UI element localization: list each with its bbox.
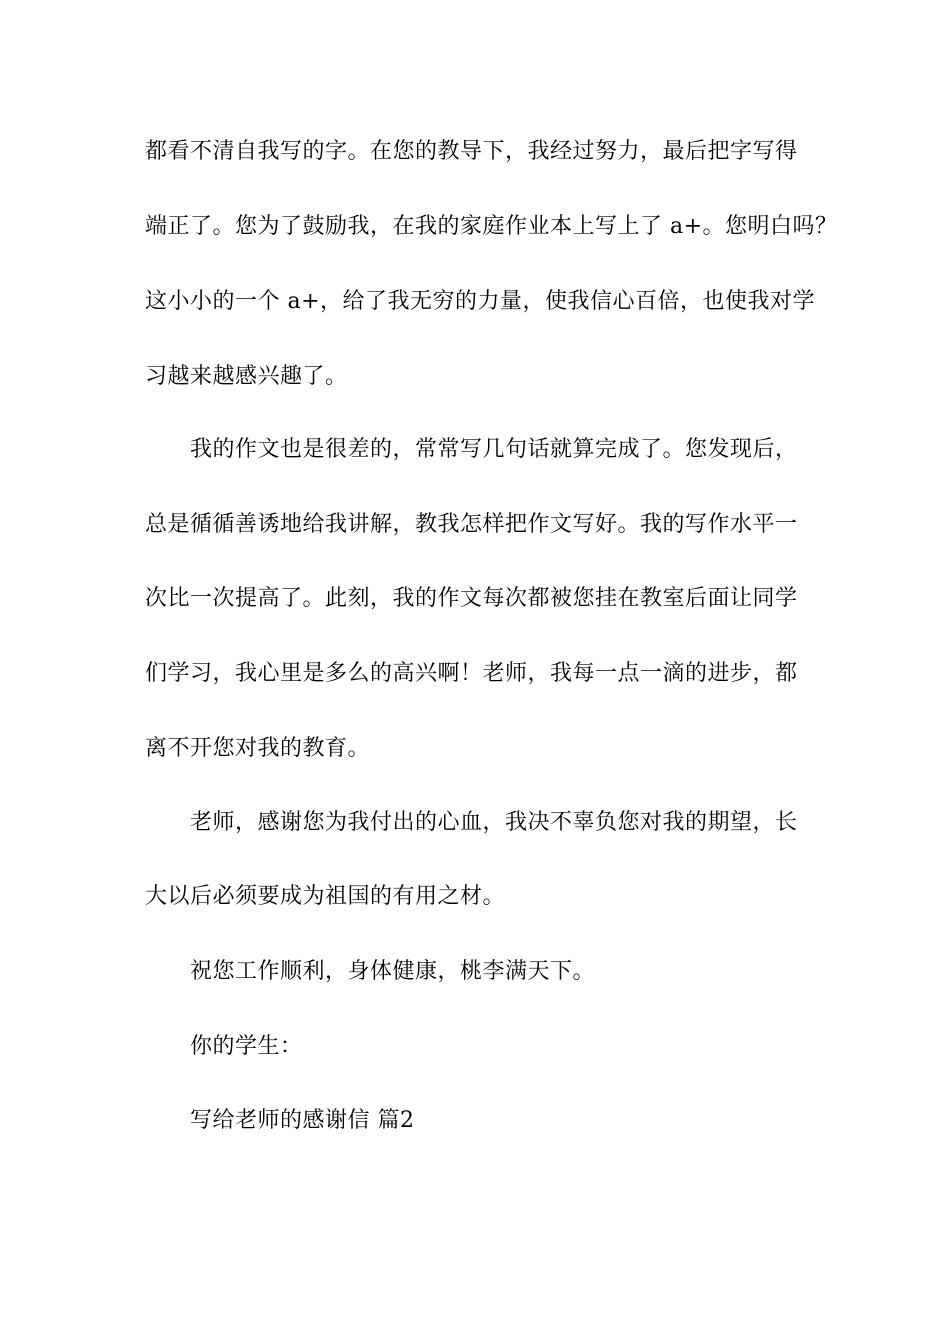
paragraph-line: 这小小的一个 a+，给了我无穷的力量，使我信心百倍，也使我对学 xyxy=(145,289,816,314)
paragraph-line: 次比一次提高了。此刻，我的作文每次都被您挂在教室后面让同学 xyxy=(145,586,798,611)
paragraph-line: 大以后必须要成为祖国的有用之材。 xyxy=(145,884,506,909)
paragraph-line: 离不开您对我的教育。 xyxy=(145,736,371,761)
paragraph-line: 都看不清自我写的字。在您的教导下，我经过努力，最后把字写得 xyxy=(145,139,798,164)
paragraph-line: 我的作文也是很差的，常常写几句话就算完成了。您发现后， xyxy=(190,437,798,462)
paragraph-line: 端正了。您为了鼓励我，在我的家庭作业本上写上了 a+。您明白吗？ xyxy=(145,214,838,239)
signature: 你的学生： xyxy=(190,1034,303,1059)
section-title: 写给老师的感谢信 篇2 xyxy=(190,1108,415,1133)
closing-wish: 祝您工作顺利，身体健康，桃李满天下。 xyxy=(190,959,596,984)
paragraph-line: 习越来越感兴趣了。 xyxy=(145,364,348,389)
paragraph-line: 总是循循善诱地给我讲解，教我怎样把作文写好。我的写作水平一 xyxy=(145,512,798,537)
paragraph-line: 老师，感谢您为我付出的心血，我决不辜负您对我的期望，长 xyxy=(190,810,798,835)
paragraph-line: 们学习，我心里是多么的高兴啊！老师，我每一点一滴的进步，都 xyxy=(145,661,798,686)
